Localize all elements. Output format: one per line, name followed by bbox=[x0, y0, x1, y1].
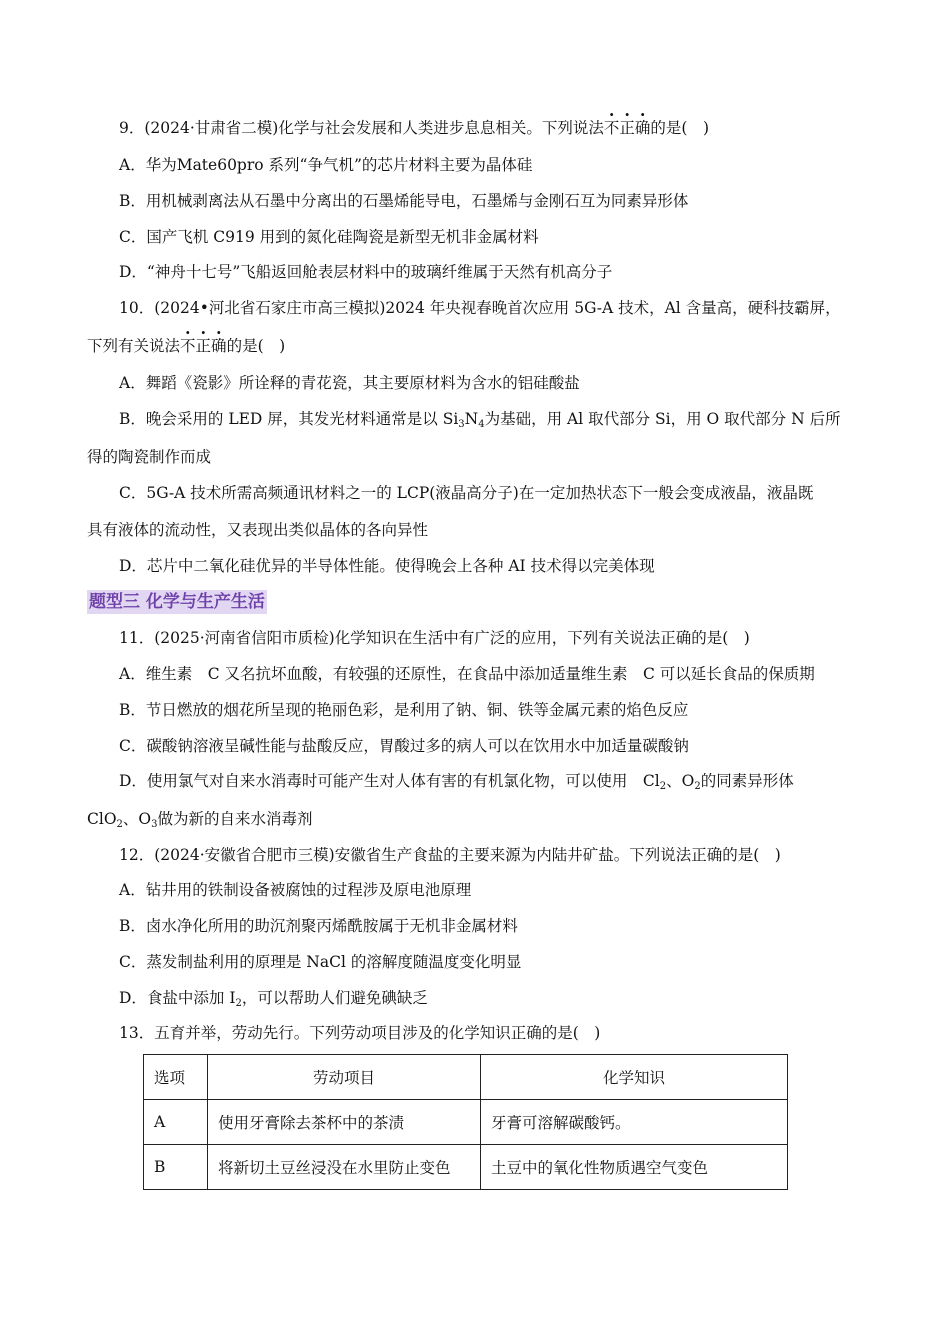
table-header-cell: 选项 bbox=[144, 1055, 208, 1100]
q9-option-b: B．用机械剥离法从石墨中分离出的石墨烯能导电，石墨烯与金刚石互为同素异形体 bbox=[119, 192, 689, 210]
q10-stem-line2: 下列有关说法不正确的是( ) bbox=[87, 337, 286, 355]
q10-option-d: D．芯片中二氧化硅优异的半导体性能。使得晚会上各种 AI 技术得以完美体现 bbox=[119, 557, 655, 575]
q13-table bbox=[143, 1054, 788, 1190]
q12-option-b: B．卤水净化所用的助沉剂聚丙烯酰胺属于无机非金属材料 bbox=[119, 917, 518, 935]
table-cell: B bbox=[144, 1145, 208, 1190]
q13-stem: 13．五育并举，劳动先行。下列劳动项目涉及的化学知识正确的是( ) bbox=[119, 1024, 601, 1042]
q9-option-a: A．华为Mate60pro 系列“争气机”的芯片材料主要为晶体硅 bbox=[119, 156, 533, 174]
q10-option-b-line1: B．晚会采用的 LED 屏，其发光材料通常是以 $Si_3N_4$为基础，用 Al 取代部分 Si，用 O 取代部分 N 后所 bbox=[119, 410, 841, 430]
q9-stem: 9．(2024·甘肃省二模)化学与社会发展和人类进步息息相关。下列说法不正确的是( ) bbox=[119, 119, 709, 137]
table-row bbox=[144, 1100, 788, 1145]
table-header-cell: 化学知识 bbox=[481, 1055, 788, 1100]
table-header-row bbox=[144, 1055, 788, 1100]
table-cell: 将新切土豆丝浸没在水里防止变色 bbox=[208, 1145, 481, 1190]
q12-option-d: D．食盐中添加 $I_2$，可以帮助人们避免碘缺乏 bbox=[119, 989, 428, 1009]
q12-option-c: C．蒸发制盐利用的原理是 NaCl 的溶解度随温度变化明显 bbox=[119, 953, 522, 971]
table-header-cell: 劳动项目 bbox=[208, 1055, 481, 1100]
q12-option-a: A．钻井用的铁制设备被腐蚀的过程涉及原电池原理 bbox=[119, 881, 472, 899]
q10-option-b-line2: 得的陶瓷制作而成 bbox=[87, 448, 212, 466]
q10-option-a: A．舞蹈《瓷影》所诠释的青花瓷，其主要原材料为含水的铝硅酸盐 bbox=[119, 374, 580, 392]
q11-stem: 11．(2025·河南省信阳市质检)化学知识在生活中有广泛的应用，下列有关说法正确的是( ) bbox=[119, 629, 750, 647]
table-cell: A bbox=[144, 1100, 208, 1145]
q11-option-d-line2: ClO$_2$、$O_3$做为新的自来水消毒剂 bbox=[87, 810, 313, 830]
q11-option-b: B．节日燃放的烟花所呈现的艳丽色彩，是利用了钠、铜、铁等金属元素的焰色反应 bbox=[119, 701, 689, 719]
emphasis-char: 正 bbox=[619, 119, 635, 137]
q12-stem: 12．(2024·安徽省合肥市三模)安徽省生产食盐的主要来源为内陆井矿盐。下列说法正确的是( ) bbox=[119, 846, 781, 864]
q9-option-c: C．国产飞机 C919 用到的氮化硅陶瓷是新型无机非金属材料 bbox=[119, 228, 539, 246]
q11-option-c: C．碳酸钠溶液呈碱性能与盐酸反应，胃酸过多的病人可以在饮用水中加适量碳酸钠 bbox=[119, 737, 689, 755]
q11-option-d-line1: D．使用氯气对自来水消毒时可能产生对人体有害的有机氯化物，可以使用 $Cl_2$、$O_2$的同素异形体 bbox=[119, 772, 794, 792]
section-heading: 题型三 化学与生产生活 bbox=[89, 592, 265, 612]
table-cell: 使用牙膏除去茶杯中的茶渍 bbox=[208, 1100, 481, 1145]
q10-stem-line1: 10．(2024•河北省石家庄市高三模拟)2024 年央视春晚首次应用 5G-A 技术，Al 含量高，硬科技霸屏， bbox=[119, 299, 841, 317]
emphasis-char: 不 bbox=[180, 337, 196, 355]
table-row bbox=[144, 1145, 788, 1190]
table-cell: 牙膏可溶解碳酸钙。 bbox=[481, 1100, 788, 1145]
emphasis-char: 确 bbox=[634, 119, 651, 137]
q10-option-c-line2: 具有液体的流动性，又表现出类似晶体的各向异性 bbox=[87, 521, 429, 539]
emphasis-char: 确 bbox=[211, 337, 227, 355]
emphasis-char: 不 bbox=[603, 119, 620, 137]
q9-option-d: D．“神舟十七号”飞船返回舱表层材料中的玻璃纤维属于天然有机高分子 bbox=[119, 263, 613, 281]
q11-option-a: A．维生素 C 又名抗坏血酸，有较强的还原性，在食品中添加适量维生素 C 可以延长食品的保质期 bbox=[119, 665, 815, 683]
emphasis-char: 正 bbox=[195, 337, 212, 355]
q10-option-c-line1: C．5G-A 技术所需高频通讯材料之一的 LCP(液晶高分子)在一定加热状态下一般会变成液晶，液晶既 bbox=[119, 484, 814, 502]
table-cell: 土豆中的氧化性物质遇空气变色 bbox=[481, 1145, 788, 1190]
